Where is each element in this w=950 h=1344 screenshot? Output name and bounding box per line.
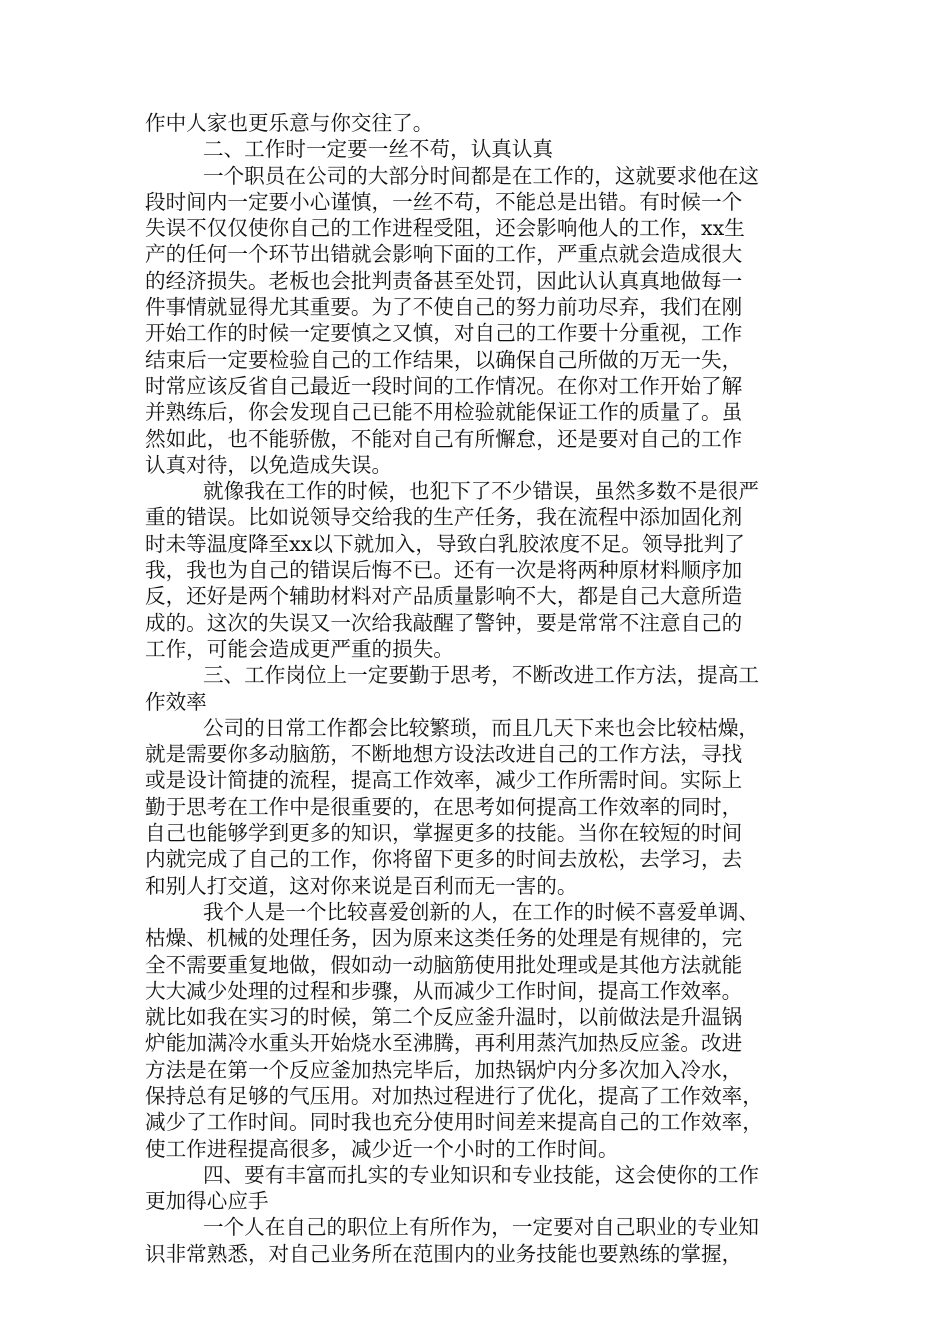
paragraph-first-line: 我个人是一个比较喜爱创新的人，在工作的时候不喜爱单调、 [203, 899, 760, 924]
paragraph-first-line: 就像我在工作的时候，也犯下了不少错误，虽然多数不是很严 [203, 479, 760, 504]
paragraph-line: 减少了工作时间。同时我也充分使用时间差来提高自己的工作效率， [145, 1110, 763, 1135]
paragraph-line: 重的错误。比如说领导交给我的生产任务，我在流程中添加固化剂 [145, 505, 743, 530]
paragraph-first-line: 四、要有丰富而扎实的专业知识和专业技能，这会使你的工作 [203, 1162, 760, 1187]
paragraph-first-line: 公司的日常工作都会比较繁琐，而且几天下来也会比较枯燥， [203, 715, 760, 740]
paragraph-line: 的经济损失。老板也会批判责备甚至处罚，因此认认真真地做每一 [145, 268, 743, 293]
paragraph-line: 识非常熟悉，对自己业务所在范围内的业务技能也要熟练的掌握， [145, 1241, 743, 1266]
paragraph-line: 自己也能够学到更多的知识，掌握更多的技能。当你在较短的时间 [145, 821, 743, 846]
paragraph-line: 作中人家也更乐意与你交往了。 [145, 111, 434, 135]
paragraph-line: 内就完成了自己的工作，你将留下更多的时间去放松，去学习，去 [145, 847, 743, 872]
paragraph-line: 反，还好是两个辅助材料对产品质量影响不大，都是自己大意所造 [145, 584, 743, 609]
paragraph-line: 并熟练后，你会发现自己已能不用检验就能保证工作的质量了。虽 [145, 400, 743, 425]
paragraph-line: 方法是在第一个反应釜加热完毕后，加热锅炉内分多次加入冷水， [145, 1057, 743, 1082]
document-body [145, 110, 810, 1267]
paragraph-line: 时常应该反省自己最近一段时间的工作情况。在你对工作开始了解 [145, 373, 743, 398]
paragraph-line: 保持总有足够的气压用。对加热过程进行了优化，提高了工作效率， [145, 1083, 763, 1108]
paragraph-line: 全不需要重复地做，假如动一动脑筋使用批处理或是其他方法就能 [145, 952, 743, 977]
paragraph-line: 勤于思考在工作中是很重要的，在思考如何提高工作效率的同时， [145, 794, 743, 819]
paragraph-first-line: 三、工作岗位上一定要勤于思考，不断改进工作方法，提高工 [203, 663, 760, 688]
paragraph-line: 炉能加满冷水重头开始烧水至沸腾，再利用蒸汽加热反应釜。改进 [145, 1031, 743, 1056]
paragraph-line: 就比如我在实习的时候，第二个反应釜升温时，以前做法是升温锅 [145, 1005, 743, 1030]
paragraph-line: 结束后一定要检验自己的工作结果，以确保自己所做的万无一失， [145, 347, 743, 372]
paragraph-first-line: 二、工作时一定要一丝不苟，认真认真 [203, 137, 554, 162]
paragraph-line: 就是需要你多动脑筋，不断地想方设法改进自己的工作方法，寻找 [145, 742, 743, 767]
paragraph-line: 工作，可能会造成更严重的损失。 [145, 636, 454, 661]
paragraph-first-line: 一个职员在公司的大部分时间都是在工作的，这就要求他在这 [203, 163, 760, 188]
paragraph-line: 我，我也为自己的错误后悔不已。还有一次是将两种原材料顺序加 [145, 558, 743, 583]
paragraph-line: 作效率 [145, 689, 207, 714]
paragraph-line: 和别人打交道，这对你来说是百利而无一害的。 [145, 873, 578, 898]
paragraph-line: 或是设计简捷的流程，提高工作效率，减少工作所需时间。实际上 [145, 768, 743, 793]
paragraph-line: 成的。这次的失误又一次给我敲醒了警钟，要是常常不注意自己的 [145, 610, 743, 635]
paragraph-line: 段时间内一定要小心谨慎，一丝不苟，不能总是出错。有时候一个 [145, 189, 743, 214]
paragraph-line: 然如此，也不能骄傲，不能对自己有所懈怠，还是要对自己的工作 [145, 426, 743, 451]
paragraph-line: 枯燥、机械的处理任务，因为原来这类任务的处理是有规律的，完 [145, 926, 743, 951]
paragraph-line: 大大减少处理的过程和步骤，从而减少工作时间，提高工作效率。 [145, 978, 743, 1003]
paragraph-line: 时未等温度降至xx以下就加入，导致白乳胶浓度不足。领导批判了 [145, 531, 745, 556]
paragraph-first-line: 一个人在自己的职位上有所作为，一定要对自己职业的专业知 [203, 1215, 760, 1240]
paragraph-line: 更加得心应手 [145, 1189, 269, 1214]
paragraph-line: 使工作进程提高很多，减少近一个小时的工作时间。 [145, 1136, 619, 1161]
paragraph-line: 开始工作的时候一定要慎之又慎，对自己的工作要十分重视，工作 [145, 321, 743, 346]
paragraph-line: 失误不仅仅使你自己的工作进程受阻，还会影响他人的工作，xx生 [145, 216, 745, 241]
paragraph-line: 产的任何一个环节出错就会影响下面的工作，严重点就会造成很大 [145, 242, 743, 267]
paragraph-line: 认真对待，以免造成失误。 [145, 452, 393, 477]
paragraph-line: 件事情就显得尤其重要。为了不使自己的努力前功尽弃，我们在刚 [145, 295, 743, 320]
